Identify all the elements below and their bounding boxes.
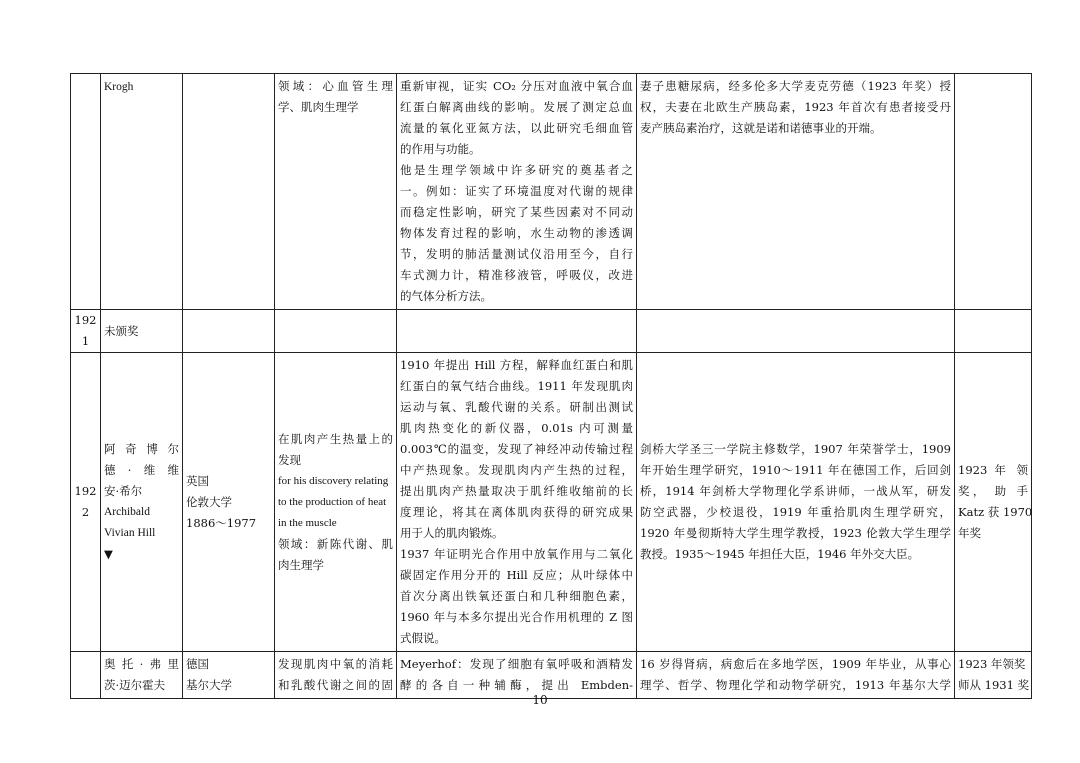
bio-line: 16 岁得肾病，病愈后在多地学医，1909 年毕业，从事心 <box>640 657 951 671</box>
notes-line: 师从 1931 奖 <box>958 678 1030 692</box>
notes-cell <box>955 353 1032 652</box>
field-line: in the muscle <box>278 516 337 529</box>
notes-cell <box>955 310 1032 353</box>
achievement-line: 肌肉热变化的新仪器，0.01s 内可测量 <box>400 421 633 435</box>
field-line: 领域：心血管生理 <box>278 79 393 93</box>
achievement-line: 一。例如：证实了环境温度对代谢的规律 <box>400 184 633 198</box>
prize-table-container <box>70 73 1033 692</box>
achievement-line: 1910 年提出 Hill 方程，解释血红蛋白和肌 <box>400 358 633 372</box>
achievement-line: 1960 年与本多尔提出光合作用机理的 Z 图 <box>400 610 633 624</box>
country: 德国 <box>186 657 209 671</box>
laureate-name-line: 阿奇博尔 <box>104 442 179 456</box>
institution-cell <box>183 353 275 652</box>
nobel-prize-table <box>70 73 1032 699</box>
expand-marker: ▼ <box>104 547 113 561</box>
achievement-line: 流量的氧化亚氮方法，以此研究毛细血管 <box>400 121 633 135</box>
achievement-line: 而稳定性影响，研究了某些因素对不同动 <box>400 205 633 219</box>
bio-line: 教授。1935～1945 年担任大臣，1946 年外交大臣。 <box>640 547 920 561</box>
achievement-line: 首次分离出铁氧还蛋白和几种细胞色素， <box>400 589 633 603</box>
table-row <box>71 74 1032 310</box>
bio-line: 桥，1914 年剑桥大学物理化学系讲师，一战从军，研发 <box>640 484 951 498</box>
field-line: 在肌肉产生热量上的 <box>278 431 393 446</box>
field-line: 发现肌肉中氧的消耗 <box>278 657 393 671</box>
notes-line: 1923 年 领 <box>958 463 1028 477</box>
bio-line: 理学、哲学、物理化学和动物学研究，1913 年基尔大学 <box>640 678 951 692</box>
bio-line: 剑桥大学圣三一学院主修数学，1907 年荣誉学士，1909 <box>640 442 951 456</box>
achievement-line: 1937 年证明光合作用中放氧作用与二氧化 <box>400 547 633 561</box>
achievement-line: 节，发明的肺活量测试仪沿用至今，自行 <box>400 247 633 261</box>
institution-cell <box>183 74 275 310</box>
field-line: 肉生理学 <box>278 557 324 572</box>
notes-line: 年奖 <box>958 526 981 540</box>
biography-cell <box>637 310 955 353</box>
field-cell <box>275 74 397 310</box>
field-line: 和乳酸代谢之间的固 <box>278 678 393 692</box>
laureate-name-line: 奥托·弗里 <box>104 657 179 671</box>
achievement-line: 的气体分析方法。 <box>400 289 492 303</box>
notes-line: 1923 年领奖 <box>958 657 1026 671</box>
achievement-line: 重新审视，证实 CO₂ 分压对血液中氧合血 <box>400 79 633 93</box>
laureate-cell <box>101 353 183 652</box>
biography-cell <box>637 652 955 699</box>
field-line: to the production of heat <box>278 495 387 508</box>
achievement-line: 运动与氧、乳酸代谢的关系。研制出测试 <box>400 400 633 414</box>
field-line: 学、肌肉生理学 <box>278 100 359 114</box>
achievement-line: 0.003℃的温变，发现了神经冲动传输过程 <box>400 442 633 456</box>
laureate-name-line: Vivian Hill <box>104 527 156 539</box>
laureate-name-line: 安·希尔 <box>104 484 143 498</box>
laureate-name-line: 德·维维 <box>104 463 179 477</box>
institution-cell <box>183 310 275 353</box>
laureate-cell: 未颁奖 <box>101 310 183 353</box>
achievement-line: 提出肌肉产热量取决于肌纤维收缩前的长 <box>400 484 633 498</box>
achievement-line: Meyerhof：发现了细胞有氧呼吸和酒精发 <box>400 657 633 671</box>
bio-line: 年开始生理学研究，1910～1911 年在德国工作，后回剑 <box>640 463 951 477</box>
institution-name: 基尔大学 <box>186 678 232 692</box>
laureate-name: Krogh <box>104 81 134 93</box>
field-cell <box>275 652 397 699</box>
year-cell: 1922 <box>71 353 101 652</box>
notes-cell <box>955 74 1032 310</box>
table-row <box>71 310 1032 353</box>
field-line: for his discovery relating <box>278 474 389 487</box>
achievement-line: 红蛋白解离曲线的影响。发展了测定总血 <box>400 100 633 114</box>
year-cell <box>71 74 101 310</box>
biography-cell <box>637 74 955 310</box>
notes-line: 奖， 助 手 <box>958 484 1028 498</box>
achievement-cell <box>397 310 637 353</box>
bio-line: 防空武器，少校退役，1919 年重拾肌肉生理学研究， <box>640 505 951 519</box>
year-cell <box>71 652 101 699</box>
field-cell <box>275 353 397 652</box>
table-row <box>71 652 1032 699</box>
field-cell <box>275 310 397 353</box>
achievement-line: 碳固定作用分开的 Hill 反应；从叶绿体中 <box>400 568 633 582</box>
achievement-line: 度理论，将其在离体肌肉获得的研究成果 <box>400 505 633 519</box>
achievement-line: 他是生理学领域中许多研究的奠基者之 <box>400 163 633 177</box>
lifespan: 1886～1977 <box>186 515 257 530</box>
bio-line: 麦产胰岛素治疗，这就是诺和诺德事业的开端。 <box>640 121 882 135</box>
laureate-cell <box>101 74 183 310</box>
year-cell: 1921 <box>71 310 101 353</box>
achievement-cell <box>397 74 637 310</box>
bio-line: 权，夫妻在北欧生产胰岛素，1923 年首次有患者接受丹 <box>640 100 951 114</box>
page-number: 10 <box>532 693 548 707</box>
field-line: 发现 <box>278 452 301 467</box>
laureate-cell <box>101 652 183 699</box>
achievement-line: 的作用与功能。 <box>400 142 481 156</box>
achievement-line: 用于人的肌肉锻炼。 <box>400 526 504 540</box>
laureate-name-line: Archibald <box>104 506 150 518</box>
achievement-line: 车式测力计，精准移液管，呼吸仪，改进 <box>400 268 633 282</box>
laureate-name-line: 茨·迈尔霍夫 <box>104 678 166 692</box>
achievement-cell <box>397 353 637 652</box>
achievement-line: 红蛋白的氧气结合曲线。1911 年发现肌肉 <box>400 379 633 393</box>
achievement-line: 中产热现象。发现肌肉内产生热的过程， <box>400 463 633 477</box>
bio-line: 妻子患糖尿病，经多伦多大学麦克劳德（1923 年奖）授 <box>640 79 951 93</box>
achievement-cell <box>397 652 637 699</box>
achievement-line: 物体发育过程的影响，水生动物的渗透调 <box>400 226 633 240</box>
notes-cell <box>955 652 1032 699</box>
institution-cell <box>183 652 275 699</box>
biography-cell <box>637 353 955 652</box>
achievement-line: 酵的各自一种辅酶，提出 Embden- <box>400 678 633 692</box>
institution-name: 伦敦大学 <box>186 494 232 509</box>
achievement-line: 式假说。 <box>400 631 446 645</box>
table-row <box>71 353 1032 652</box>
field-line: 领域：新陈代谢、肌 <box>278 536 393 551</box>
bio-line: 1920 年曼彻斯特大学生理学教授，1923 伦敦大学生理学 <box>640 526 951 540</box>
country: 英国 <box>186 473 209 488</box>
notes-line: Katz 获 1970 <box>958 505 1033 519</box>
